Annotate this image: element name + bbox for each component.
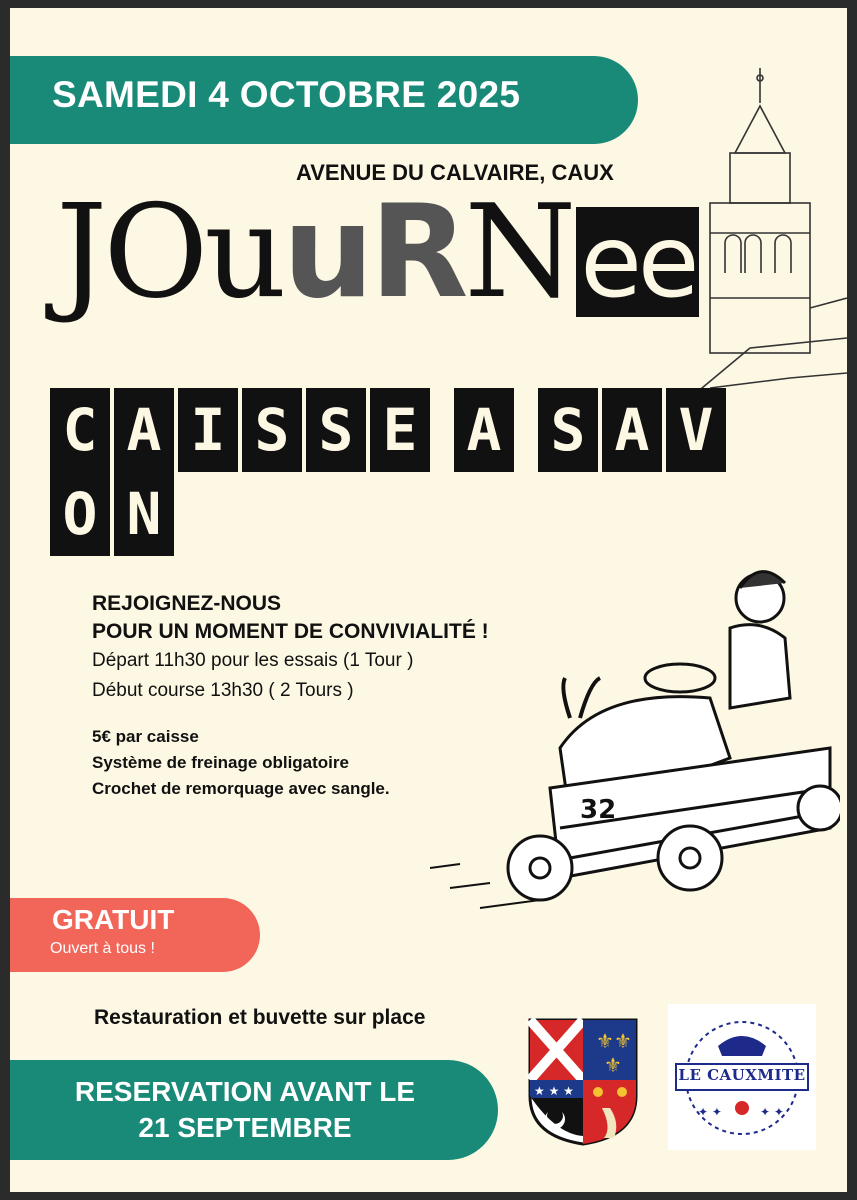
- le-cauxmite-logo: [668, 1004, 816, 1150]
- title-part-1: JOu: [56, 178, 283, 327]
- subtitle-letter: S: [306, 388, 366, 472]
- poster: [10, 8, 847, 1192]
- svg-text:⚜: ⚜: [604, 1053, 622, 1077]
- soapbox-cart-icon: [430, 568, 840, 928]
- coat-of-arms-icon: [526, 1016, 640, 1146]
- cart-number: 32: [580, 795, 617, 825]
- title-part-4: ee: [576, 207, 699, 317]
- svg-text:✦ ✦: ✦ ✦: [760, 1105, 784, 1119]
- reservation-banner: [10, 1060, 498, 1160]
- info-line-1: Départ 11h30 pour les essais (1 Tour ): [92, 650, 414, 671]
- info-line-2: Début course 13h30 ( 2 Tours ): [92, 680, 354, 701]
- event-address: AVENUE DU CALVAIRE, CAUX: [296, 160, 614, 185]
- subtitle-letter: V: [666, 388, 726, 472]
- subtitle-caisse-a-savon: [50, 388, 730, 548]
- svg-text:⚜: ⚜: [614, 1029, 632, 1053]
- subtitle-letter: S: [242, 388, 302, 472]
- subtitle-letter: I: [178, 388, 238, 472]
- subtitle-letter: E: [370, 388, 430, 472]
- title-part-2: uR: [282, 178, 465, 327]
- free-subtitle: Ouvert à tous !: [50, 940, 155, 957]
- info-requirement-2: Système de freinage obligatoire: [92, 753, 349, 772]
- restauration-text: Restauration et buvette sur place: [94, 1006, 426, 1029]
- event-date: SAMEDI 4 OCTOBRE 2025: [52, 74, 521, 115]
- free-title: GRATUIT: [52, 904, 175, 935]
- reservation-text: [10, 1074, 480, 1146]
- svg-text:★ ★ ★: ★ ★ ★: [534, 1084, 574, 1098]
- subtitle-letter: O: [50, 472, 110, 556]
- svg-text:✦ ✦: ✦ ✦: [698, 1105, 722, 1119]
- subtitle-letter: N: [114, 472, 174, 556]
- subtitle-letter: A: [602, 388, 662, 472]
- logo-text: LE CAUXMITE: [678, 1066, 806, 1084]
- info-requirement-3: Crochet de remorquage avec sangle.: [92, 779, 390, 798]
- subtitle-letter: A: [114, 388, 174, 472]
- title-part-3: N: [464, 178, 573, 327]
- reservation-line-1: RESERVATION AVANT LE: [74, 1076, 416, 1107]
- info-heading-1: REJOIGNEZ-NOUS: [92, 592, 282, 615]
- church-sketch-icon: [690, 58, 847, 418]
- free-banner: [10, 898, 260, 972]
- info-requirement-1: 5€ par caisse: [92, 727, 199, 746]
- svg-text:⚜: ⚜: [596, 1029, 614, 1053]
- subtitle-letter: S: [538, 388, 598, 472]
- subtitle-letter: C: [50, 388, 110, 472]
- title-journee: [56, 178, 696, 328]
- subtitle-letter: A: [454, 388, 514, 472]
- date-banner: [10, 56, 638, 144]
- reservation-line-2: 21 SEPTEMBRE: [138, 1112, 352, 1143]
- info-heading-2: POUR UN MOMENT DE CONVIVIALITÉ !: [92, 620, 489, 643]
